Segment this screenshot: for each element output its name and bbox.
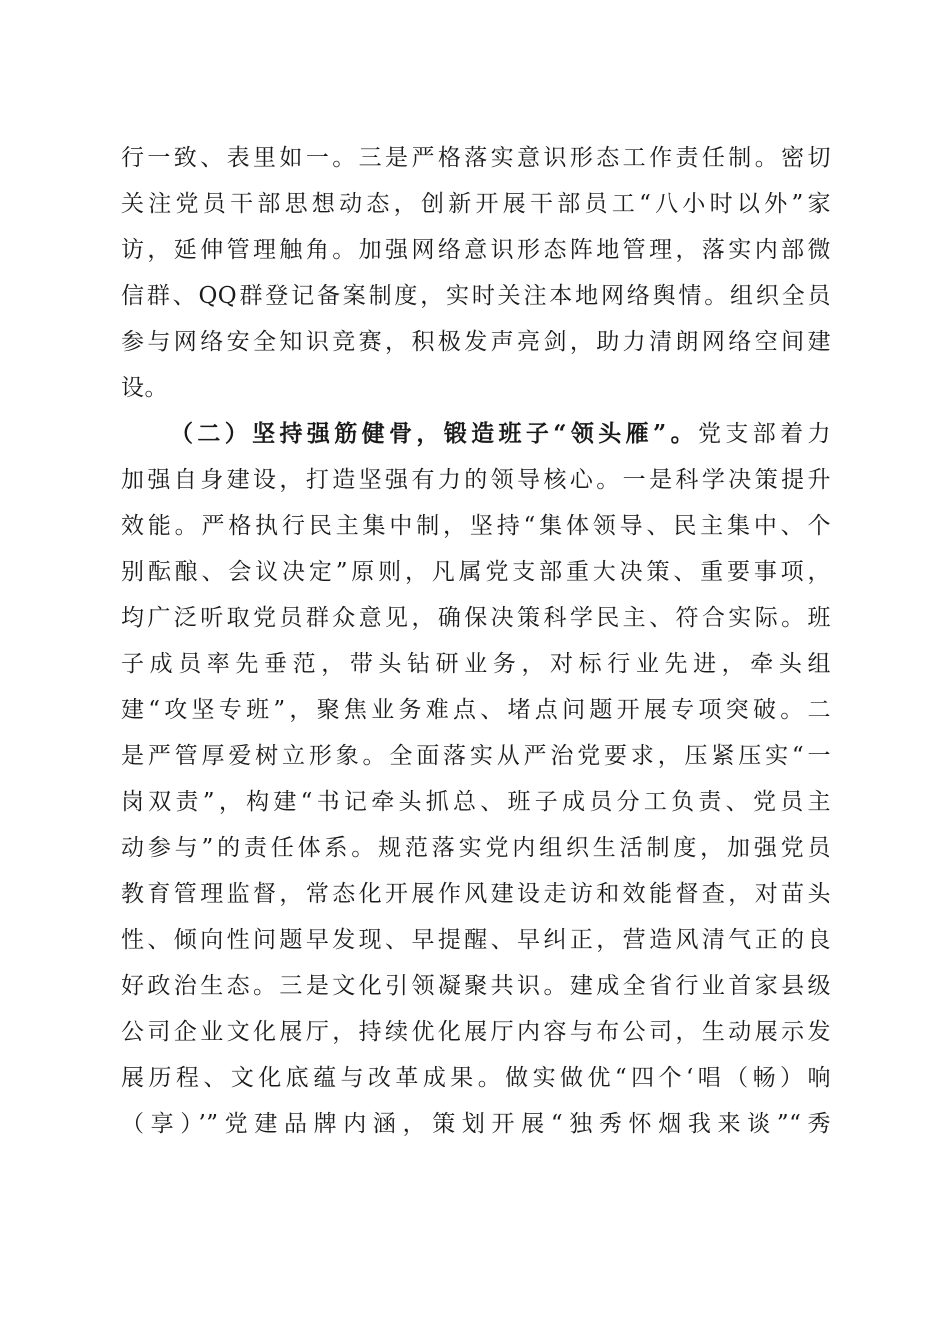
text-line: 行一致、表里如一。三是严格落实意识形态工作责任制。密切	[121, 145, 831, 171]
text-line: 教育管理监督，常态化开展作风建设走访和效能督查，对苗头	[121, 881, 831, 907]
text-line: （享）’”党建品牌内涵，策划开展“独秀怀烟我来谈”“秀	[121, 1111, 831, 1137]
text-line: 子成员率先垂范，带头钻研业务，对标行业先进，牵头组	[121, 651, 831, 677]
text-line: 性、倾向性问题早发现、早提醒、早纠正，营造风清气正的良	[121, 927, 831, 953]
text-line: 公司企业文化展厅，持续优化展厅内容与布公司，生动展示发	[121, 1019, 831, 1045]
text-line: 信群、QQ群登记备案制度，实时关注本地网络舆情。组织全员	[121, 283, 831, 309]
text-line: 关注党员干部思想动态，创新开展干部员工“八小时以外”家	[121, 191, 831, 217]
text-line: 参与网络安全知识竞赛，积极发声亮剑，助力清朗网络空间建	[121, 329, 831, 355]
text-line: 岗双责”，构建“书记牵头抓总、班子成员分工负责、党员主	[121, 789, 831, 815]
text-line: 均广泛听取党员群众意见，确保决策科学民主、符合实际。班	[121, 605, 831, 631]
text-line: 访，延伸管理触角。加强网络意识形态阵地管理，落实内部微	[121, 237, 831, 263]
section-heading-line	[170, 414, 831, 454]
text-line: 好政治生态。三是文化引领凝聚共识。建成全省行业首家县级	[121, 973, 831, 999]
text-line: 设。	[121, 375, 168, 401]
text-line: 展历程、文化底蕴与改革成果。做实做优“四个‘唱（畅）响	[121, 1065, 831, 1091]
text-line: 是严管厚爱树立形象。全面落实从严治党要求，压紧压实“一	[121, 743, 831, 769]
text-line: 效能。严格执行民主集中制，坚持“集体领导、民主集中、个	[121, 513, 831, 539]
text-line: 动参与”的责任体系。规范落实党内组织生活制度，加强党员	[121, 835, 831, 861]
text-run: 党支部着力	[698, 421, 832, 447]
section-heading: （二）坚持强筋健骨，锻造班子“领头雁”。	[170, 420, 698, 447]
text-line: 建“攻坚专班”，聚焦业务难点、堵点问题开展专项突破。二	[121, 697, 831, 723]
text-line: 别酝酿、会议决定”原则，凡属党支部重大决策、重要事项，	[121, 559, 831, 585]
text-line: 加强自身建设，打造坚强有力的领导核心。一是科学决策提升	[121, 467, 831, 493]
